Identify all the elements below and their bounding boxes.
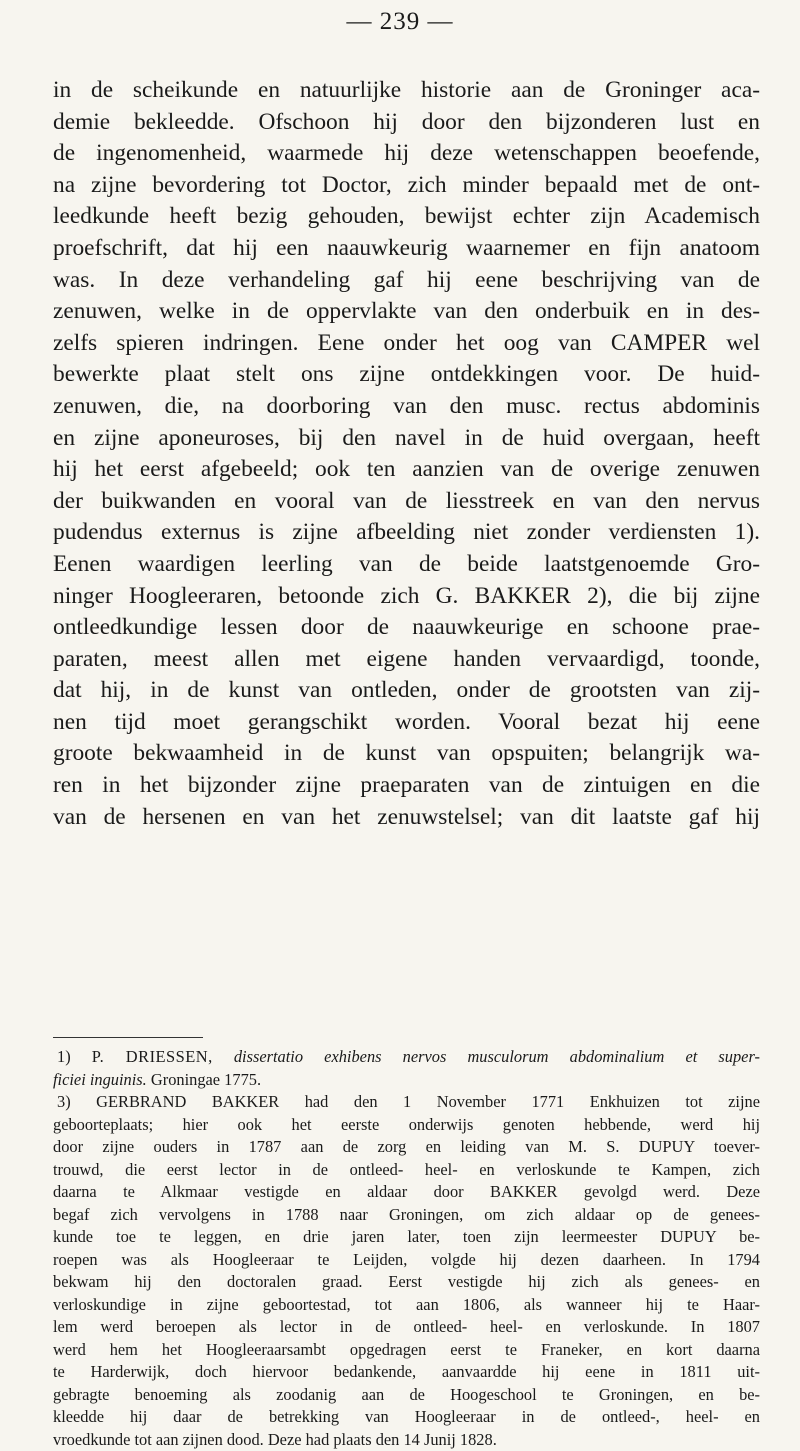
- footnote-1-marker: 1): [57, 1047, 71, 1066]
- footnote-line: door zijne ouders in 1787 aan de zorg en leiding van M. S. DUPUY toever-: [53, 1136, 760, 1159]
- text-line: leedkunde heeft bezig gehouden, bewijst echter zijn Academisch: [53, 201, 760, 233]
- main-text: [53, 75, 760, 833]
- footnote-line: roepen was als Hoogleeraar te Leijden, volgde hij dezen daarheen. In 1794: [53, 1249, 760, 1272]
- text-line: paraten, meest allen met eigene handen vervaardigd, toonde,: [53, 644, 760, 676]
- footnote-line: kunde toe te leggen, en drie jaren later, toen zijn leermeester DUPUY be-: [53, 1226, 760, 1249]
- text-line: ninger Hoogleeraren, betoonde zich G. BAKKER 2), die bij zijne: [53, 581, 760, 613]
- footnote-1: [53, 1046, 760, 1069]
- footnote-2: [53, 1091, 760, 1451]
- text-line: bewerkte plaat stelt ons zijne ontdekkingen voor. De huid-: [53, 359, 760, 391]
- text-line: proefschrift, dat hij een naauwkeurig waarnemer en fijn anatoom: [53, 233, 760, 265]
- page-number: — 239 —: [0, 8, 800, 36]
- footnote-line: werd hem het Hoogleeraarsambt opgedragen eerst te Franeker, en kort daarna: [53, 1339, 760, 1362]
- footnote-1-imprint: Groningae 1775.: [151, 1070, 261, 1089]
- footnotes: [53, 1046, 760, 1451]
- footnote-line: te Harderwijk, doch hiervoor bedankende, aanvaardde hij eene in 1811 uit-: [53, 1361, 760, 1384]
- footnote-1-title: dissertatio exhibens nervos musculorum abdominalium et super-: [234, 1047, 760, 1066]
- footnote-line: trouwd, die eerst lector in de ontleed- heel- en verloskunde te Kampen, zich: [53, 1159, 760, 1182]
- text-line: in de scheikunde en natuurlijke historie aan de Groninger aca-: [53, 75, 760, 107]
- footnote-line: geboorteplaats; hier ook het eerste onderwijs genoten hebbende, werd hij: [53, 1114, 760, 1137]
- text-line: van de hersenen en van het zenuwstelsel; van dit laatste gaf hij: [53, 802, 760, 834]
- text-line: groote bekwaamheid in de kunst van opspuiten; belangrijk wa-: [53, 738, 760, 770]
- text-line: hij het eerst afgebeeld; ook ten aanzien van de overige zenuwen: [53, 454, 760, 486]
- text-line: demie bekleedde. Ofschoon hij door den bijzonderen lust en: [53, 107, 760, 139]
- footnote-line: verloskundige in zijne geboortestad, tot aan 1806, als wanneer hij te Haar-: [53, 1294, 760, 1317]
- text-line: na zijne bevordering tot Doctor, zich minder bepaald met de ont-: [53, 170, 760, 202]
- footnote-divider: [53, 1037, 203, 1038]
- text-line: Eenen waardigen leerling van de beide laatstgenoemde Gro-: [53, 549, 760, 581]
- text-line: was. In deze verhandeling gaf hij eene beschrijving van de: [53, 265, 760, 297]
- footnote-line: gebragte benoeming als zoodanig aan de Hoogeschool te Groningen, en be-: [53, 1384, 760, 1407]
- text-line: de ingenomenheid, waarmede hij deze wetenschappen beoefende,: [53, 138, 760, 170]
- text-line: nen tijd moet gerangschikt worden. Vooral bezat hij eene: [53, 707, 760, 739]
- footnote-1-author: P. DRIESSEN,: [92, 1047, 213, 1066]
- text-line: der buikwanden en vooral van de liesstreek en van den nervus: [53, 486, 760, 518]
- footnote-line: vroedkunde tot aan zijnen dood. Deze had plaats den 14 Junij 1828.: [53, 1429, 760, 1451]
- footnote-1-cont: [53, 1069, 760, 1092]
- text-line: en zijne aponeuroses, bij den navel in de huid overgaan, heeft: [53, 423, 760, 455]
- footnote-line: 3) GERBRAND BAKKER had den 1 November 1771 Enkhuizen tot zijne: [53, 1091, 760, 1114]
- text-line: zelfs spieren indringen. Eene onder het oog van CAMPER wel: [53, 328, 760, 360]
- text-line: ren in het bijzonder zijne praeparaten van de zintuigen en die: [53, 770, 760, 802]
- text-line: zenuwen, welke in de oppervlakte van den onderbuik en in des-: [53, 296, 760, 328]
- text-line: zenuwen, die, na doorboring van den musc. rectus abdominis: [53, 391, 760, 423]
- text-line: dat hij, in de kunst van ontleden, onder de grootsten van zij-: [53, 675, 760, 707]
- text-line: pudendus externus is zijne afbeelding niet zonder verdiensten 1).: [53, 517, 760, 549]
- text-line: ontleedkundige lessen door de naauwkeurige en schoone prae-: [53, 612, 760, 644]
- footnote-line: begaf zich vervolgens in 1788 naar Groningen, om zich aldaar op de genees-: [53, 1204, 760, 1227]
- footnote-1-title-cont: ficiei inguinis.: [53, 1070, 147, 1089]
- footnote-line: lem werd beroepen als lector in de ontleed- heel- en verloskunde. In 1807: [53, 1316, 760, 1339]
- footnote-line: kleedde hij daar de betrekking van Hoogleeraar in de ontleed-, heel- en: [53, 1406, 760, 1429]
- footnote-line: daarna te Alkmaar vestigde en aldaar door BAKKER gevolgd werd. Deze: [53, 1181, 760, 1204]
- footnote-line: bekwam hij den doctoralen graad. Eerst vestigde hij zich als genees- en: [53, 1271, 760, 1294]
